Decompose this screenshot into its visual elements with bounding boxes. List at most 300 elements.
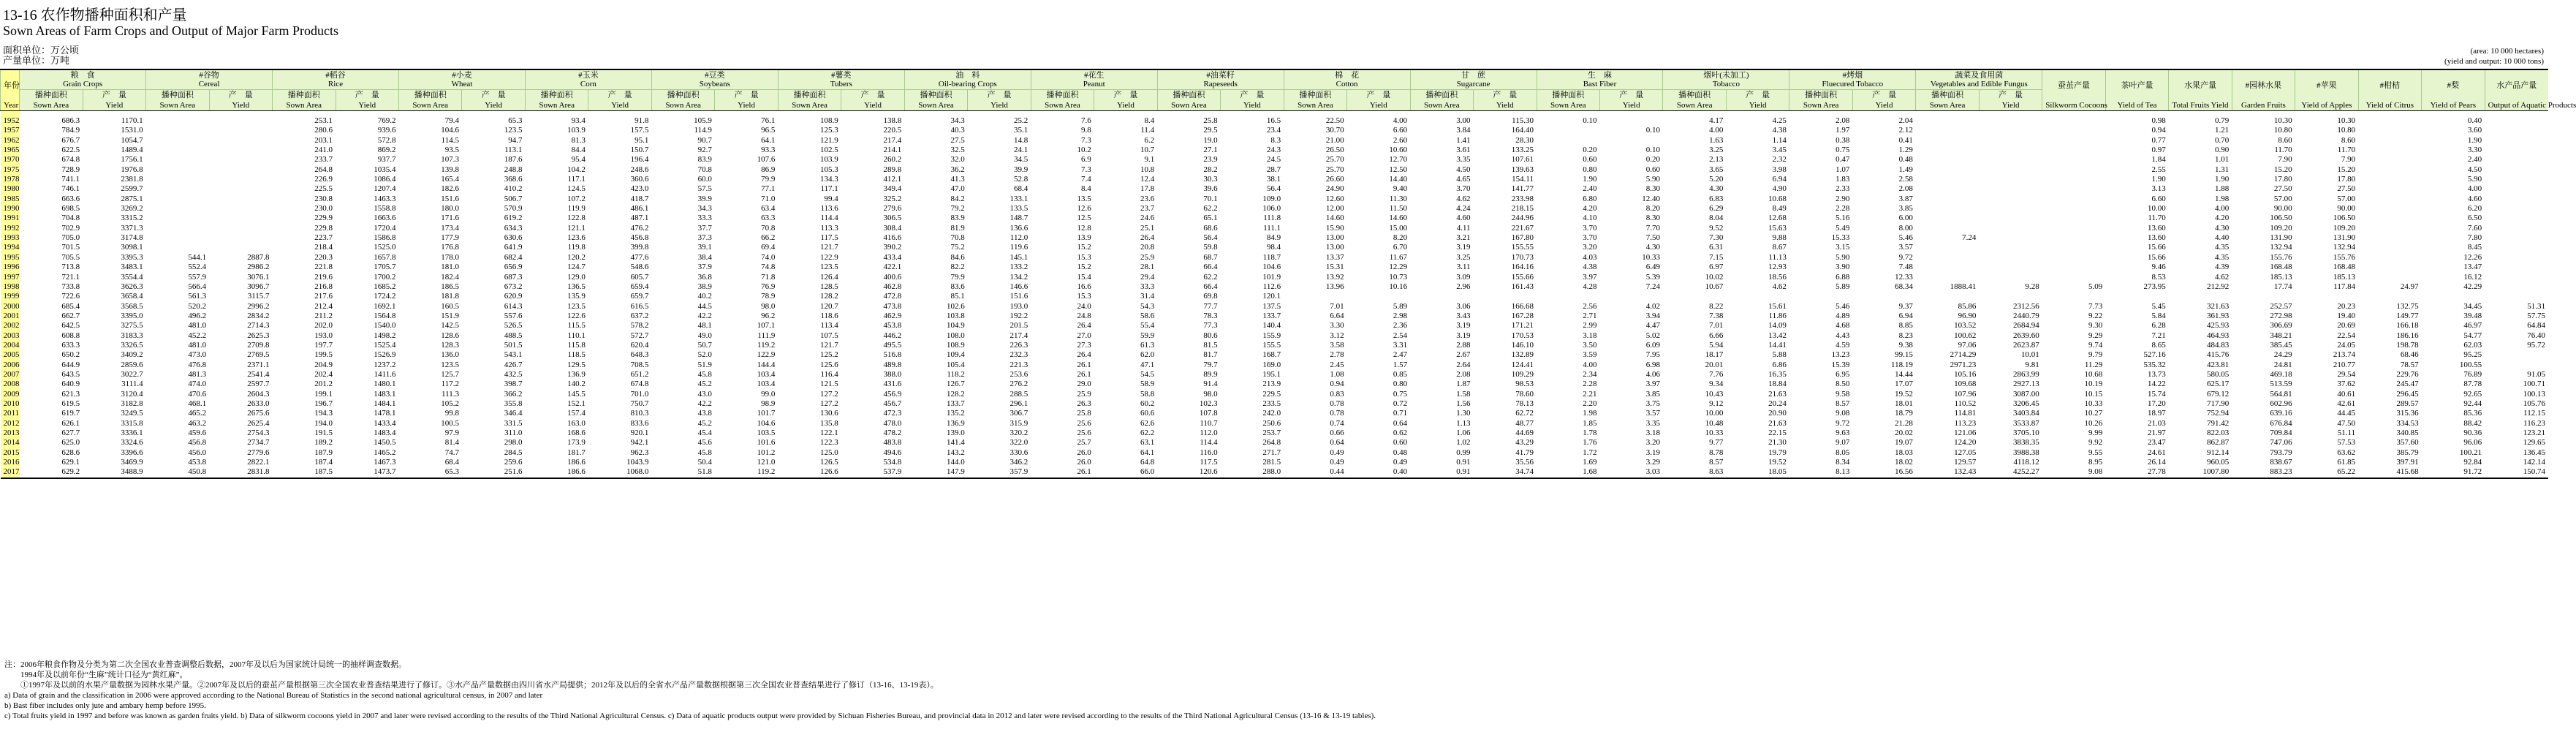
group-name-cn: 棉 花 [1335,71,1360,80]
value-cell [2042,214,2105,223]
value-cell [1347,292,1410,301]
value-cell: 39.1 [697,243,712,252]
value-cell [146,155,209,165]
single-col-header: #柑桔 [2358,69,2421,100]
group-name-cn: 烟叶(未加工) [1703,71,1749,80]
value-cell: 176.8 [441,243,459,252]
value-cell: 221.67 [1511,223,1534,233]
value-cell: 76.40 [2527,331,2545,340]
value-cell: 44.5 [697,301,712,311]
value-cell: 289.57 [2396,399,2419,408]
value-cell: 366.2 [504,389,523,399]
value-cell: 213.9 [1262,380,1281,389]
value-cell: 4.17 [1709,116,1724,125]
value-cell: 3.43 [1456,311,1471,320]
value-cell: 196.7 [314,399,333,408]
value-cell: 0.75 [1836,146,1850,155]
value-cell: 90.7 [697,135,712,145]
value-cell: 8.34 [1836,458,1850,467]
value-cell: 0.60 [1393,438,1408,448]
value-cell: 0.44 [1284,467,1346,478]
value-cell: 4.30 [2214,223,2230,233]
value-cell: 4.35 [2214,252,2230,262]
value-cell: 281.5 [1262,458,1281,467]
value-cell: 36.8 [697,272,712,282]
value-cell: 0.90 [2214,146,2230,155]
value-cell: 253.7 [1262,429,1281,437]
yield-header: 产 量 [1599,90,1662,101]
value-cell: 685.4 [61,301,80,311]
value-cell [2042,165,2105,175]
value-cell: 1207.4 [374,184,396,194]
value-cell: 145.5 [567,389,586,399]
value-cell: 18.05 [1726,467,1789,478]
value-cell: 120.6 [1157,467,1220,478]
group-header [778,69,904,90]
year-cell: 1998 [1,282,20,292]
value-cell: 43.8 [697,409,712,418]
value-cell: 65.3 [398,467,461,478]
value-cell: 129.65 [2523,438,2545,448]
value-cell: 194.3 [314,409,333,418]
value-cell: 102.6 [947,301,965,311]
value-cell: 90.00 [2273,204,2292,214]
value-cell: 121.7 [820,340,838,350]
value-cell: 838.67 [2270,458,2292,467]
value-cell: 3.98 [1772,165,1787,174]
value-cell: 13.37 [1325,252,1344,262]
value-cell: 2.58 [1898,175,1913,184]
value-cell: 14.40 [1389,175,1408,184]
single-col-header-en: Silkworm Cocoons [2042,100,2105,111]
value-cell: 120.1 [1262,292,1281,301]
value-cell: 20.24 [1768,399,1787,408]
value-cell: 77.7 [1203,301,1218,311]
value-cell: 65.1 [1203,214,1218,223]
value-cell: 128.5 [820,282,838,291]
value-cell: 56.4 [1266,184,1281,194]
value-cell: 134.3 [820,175,838,184]
value-cell: 16.6 [1077,282,1091,291]
value-cell: 26.4 [1077,350,1091,360]
value-cell: 12.00 [1325,204,1344,214]
value-cell: 137.5 [1262,301,1281,311]
table-row [1,195,2549,204]
value-cell: 98.4 [1266,243,1281,252]
value-cell: 1450.5 [374,438,396,448]
value-cell: 2927.13 [2013,380,2039,389]
value-cell: 60.2 [1140,399,1155,408]
value-cell [1916,273,1979,282]
value-cell: 2440.79 [2013,311,2039,320]
value-cell: 45.6 [697,438,712,448]
value-cell: 217.4 [1009,331,1028,340]
value-cell: 98.53 [1515,380,1534,389]
value-cell: 1433.4 [374,418,396,428]
value-cell: 170.53 [1511,331,1534,340]
value-cell: 7.01 [1330,301,1344,311]
value-cell: 2.54 [1393,331,1408,340]
value-cell [2485,155,2548,165]
value-cell: 349.4 [883,184,902,194]
value-cell: 1.83 [1836,175,1850,184]
value-cell: 535.32 [2143,360,2166,369]
value-cell: 21.03 [2147,418,2166,428]
value-cell: 534.8 [883,458,902,467]
value-cell: 173.4 [441,223,459,233]
value-cell: 7.01 [1709,321,1724,331]
value-cell: 3324.6 [121,438,143,448]
value-cell: 9.58 [1836,389,1850,399]
value-cell: 146.6 [1009,282,1028,291]
value-cell: 66.0 [1094,467,1157,478]
value-cell: 226.3 [1009,340,1028,350]
value-cell: 128.3 [441,340,459,350]
value-cell [1916,165,1979,175]
value-cell [1916,116,1979,126]
value-cell: 68.34 [1895,282,1913,291]
value-cell: 29.5 [1203,126,1218,135]
value-cell [2042,116,2105,126]
value-cell: 63.3 [761,214,776,223]
value-cell: 92.65 [2463,389,2482,399]
value-cell: 1526.9 [374,350,396,360]
value-cell: 1.78 [1583,429,1597,437]
value-cell: 15.39 [1831,360,1850,369]
value-cell [1599,136,1662,146]
value-cell: 85.86 [1958,301,1977,311]
value-cell: 1756.1 [121,155,143,165]
value-cell: 622.5 [61,146,80,155]
value-cell: 107.61 [1511,155,1534,165]
value-cell: 91.72 [2422,467,2485,478]
value-cell: 193.0 [1009,301,1028,311]
group-name-en: Peanut [1083,80,1105,88]
value-cell: 0.98 [2151,116,2166,125]
value-cell: 20.01 [1705,360,1724,369]
yield-header-en: Yield [1979,100,2042,111]
value-cell: 39.48 [2463,311,2482,320]
value-cell: 2.33 [1836,184,1850,194]
value-cell: 27.5 [950,135,965,145]
value-cell: 473.0 [188,350,207,360]
value-cell: 45.2 [697,418,712,428]
value-cell: 171.21 [1511,321,1534,331]
value-cell: 11.50 [1389,204,1408,214]
group-name-en: Vegetables and Edible Fungus [1930,80,2028,88]
value-cell: 79.4 [444,116,459,125]
value-cell: 883.23 [2232,467,2295,478]
value-cell: 114.4 [820,214,838,223]
value-cell: 2.96 [1456,282,1471,291]
value-cell: 98.0 [761,301,776,311]
value-cell: 7.3 [1080,165,1091,174]
value-cell: 1.21 [2214,126,2230,135]
value-cell: 103.4 [757,380,776,389]
value-cell: 3326.5 [121,340,143,350]
value-cell: 25.1 [1140,223,1155,233]
value-cell: 194.0 [314,418,333,428]
value-cell: 189.2 [314,438,333,448]
value-cell: 24.3 [1266,146,1281,155]
value-cell: 2371.1 [247,360,270,369]
value-cell: 3249.5 [121,409,143,418]
value-cell: 2.36 [1393,321,1408,331]
value-cell: 74.7 [444,448,459,457]
value-cell: 42.2 [697,311,712,320]
value-cell: 2625.4 [247,418,270,428]
value-cell: 4.20 [2214,214,2230,223]
value-cell: 32.5 [950,146,965,155]
value-cell: 89.9 [1203,369,1218,379]
value-cell: 3488.9 [83,467,145,478]
value-cell: 7.95 [1645,350,1660,360]
value-cell: 1692.1 [374,301,396,311]
value-cell: 81.5 [1203,340,1218,350]
value-cell [1410,292,1473,301]
value-cell: 10.48 [1705,418,1724,428]
value-cell: 7.60 [2467,223,2482,233]
value-cell: 673.2 [504,282,523,291]
value-cell: 18.56 [1768,272,1787,282]
year-cell: 2004 [1,341,20,350]
table-row [1,224,2549,233]
value-cell: 4.60 [2467,194,2482,203]
value-cell: 51.11 [2337,429,2356,437]
value-cell: 136.0 [441,350,459,360]
value-cell: 82.2 [950,263,965,272]
value-cell: 10.33 [1705,429,1724,437]
value-cell: 93.5 [444,146,459,155]
value-cell: 79.9 [761,175,776,184]
value-cell: 9.46 [2151,263,2166,272]
value-cell: 117.1 [567,175,586,184]
value-cell: 21.28 [1895,418,1913,428]
value-cell: 36.2 [950,165,965,174]
value-cell: 187.5 [273,467,336,478]
value-cell: 620.9 [504,292,523,301]
value-cell: 651.2 [630,369,649,379]
value-cell: 3275.5 [121,321,143,331]
value-cell: 38.9 [697,282,712,291]
value-cell: 496.2 [188,311,207,320]
value-cell: 13.60 [2147,223,2166,233]
value-cell: 1.90 [1583,175,1597,184]
value-cell: 135.2 [947,409,965,418]
value-cell: 15.66 [2147,252,2166,262]
value-cell: 123.5 [567,301,586,311]
value-cell [2042,175,2105,184]
value-cell: 1483.4 [374,429,396,437]
yield-header-en: Yield [1094,100,1157,111]
yield-header-en: Yield [1726,100,1789,111]
year-cell: 2000 [1,302,20,312]
value-cell: 14.60 [1389,214,1408,223]
value-cell: 15.2 [1077,243,1091,252]
value-cell: 61.85 [2337,458,2356,467]
value-cell: 8.05 [1836,448,1850,457]
value-cell: 14.22 [2147,380,2166,389]
value-cell: 9.12 [1709,399,1724,408]
value-cell: 11.13 [1768,252,1787,262]
value-cell: 116.4 [820,369,838,379]
value-cell: 111.3 [442,389,459,399]
value-cell: 548.6 [630,263,649,272]
value-cell [2358,165,2421,175]
value-cell: 3988.38 [2013,448,2039,457]
value-cell: 9.29 [2088,331,2103,340]
value-cell [2358,116,2421,126]
value-cell: 23.7 [1140,204,1155,214]
value-cell: 83.9 [697,155,712,165]
year-cell: 1980 [1,184,20,194]
value-cell: 8.60 [2278,135,2292,145]
value-cell: 54.5 [1140,369,1155,379]
value-cell [1979,195,2042,204]
value-cell: 49.0 [697,331,712,340]
value-cell: 3483.1 [121,263,143,272]
yield-header-en: Yield [841,100,904,111]
value-cell: 62.72 [1515,409,1534,418]
value-cell: 15.4 [1077,272,1091,282]
value-cell: 3183.3 [121,331,143,340]
value-cell: 705.5 [61,252,80,262]
value-cell: 10.16 [1389,282,1408,291]
value-cell: 557.9 [188,272,207,282]
value-cell [146,136,209,146]
value-cell: 26.14 [2147,458,2166,467]
value-cell: 98.9 [761,399,776,408]
value-cell: 78.57 [2400,360,2419,369]
value-cell: 4.38 [1583,263,1597,272]
year-cell: 1995 [1,253,20,263]
value-cell: 8.67 [1772,243,1787,252]
value-cell: 679.12 [2206,389,2230,399]
value-cell: 9.77 [1709,438,1724,448]
value-cell: 311.0 [504,429,523,437]
value-cell [2042,146,2105,155]
value-cell: 122.6 [567,311,586,320]
value-cell [1916,155,1979,165]
value-cell: 25.70 [1325,165,1344,174]
value-cell: 398.7 [504,380,523,389]
value-cell: 6.94 [1772,175,1787,184]
year-cell: 2016 [1,458,20,467]
value-cell: 2.40 [2467,155,2482,165]
table-row [1,243,2549,252]
value-cell: 619.7 [61,409,80,418]
value-cell: 656.9 [504,263,523,272]
value-cell: 103.52 [1954,321,1977,331]
value-cell: 26.0 [1077,448,1091,457]
value-cell: 96.06 [2463,438,2482,448]
value-cell: 4.35 [2214,243,2230,252]
value-cell: 0.83 [1330,389,1344,399]
value-cell: 10.26 [2084,418,2103,428]
value-cell: 125.7 [441,369,459,379]
value-cell: 26.3 [1077,399,1091,408]
value-cell [1979,116,2042,126]
value-cell: 3.70 [1583,233,1597,243]
value-cell: 39.9 [697,194,712,203]
value-cell: 260.2 [883,155,902,165]
year-cell: 2008 [1,380,20,389]
value-cell: 76.9 [761,282,776,291]
value-cell [2358,155,2421,165]
value-cell: 630.6 [504,233,523,243]
value-cell: 220.5 [883,126,902,135]
value-cell: 0.48 [1393,448,1408,457]
value-cell: 135.9 [567,292,586,301]
value-cell: 3.12 [1330,331,1344,340]
sown-area-header-en: Sown Area [1789,100,1852,111]
value-cell: 1.88 [2214,184,2230,194]
year-cell: 1992 [1,224,20,233]
value-cell: 81.9 [950,223,965,233]
value-cell: 37.62 [2337,380,2356,389]
value-cell: 705.0 [61,233,80,243]
value-cell: 0.48 [1898,155,1913,165]
value-cell: 1068.0 [588,467,651,478]
value-cell: 423.0 [630,184,649,194]
table-row [1,419,2549,429]
value-cell [1979,233,2042,243]
yield-header: 产 量 [841,90,904,101]
value-cell: 1484.1 [374,399,396,408]
value-cell [2169,292,2232,301]
value-cell: 641.9 [504,243,523,252]
value-cell [1474,292,1537,301]
value-cell: 1.63 [1709,135,1724,145]
table-row [1,184,2549,194]
value-cell: 182.4 [441,272,459,282]
value-cell: 7.73 [2088,301,2103,311]
value-cell: 62.03 [2463,340,2482,350]
single-col-header: #梨 [2422,69,2485,100]
value-cell: 10.68 [1768,194,1787,203]
value-cell: 221.8 [314,263,333,272]
value-cell: 11.70 [2274,146,2292,155]
value-cell: 166.68 [1511,301,1534,311]
value-cell: 204.9 [314,360,333,369]
value-cell: 0.99 [1456,448,1471,457]
value-cell: 132.89 [1511,350,1534,360]
group-name-cn: #烤烟 [1842,71,1863,80]
value-cell: 214.1 [883,146,902,155]
value-cell: 18.79 [1895,409,1913,418]
value-cell: 473.8 [883,301,902,311]
value-cell: 152.1 [567,399,586,408]
value-cell: 123.6 [567,233,586,243]
yield-header: 产 量 [1094,90,1157,101]
value-cell [1979,263,2042,272]
value-cell: 644.9 [61,360,80,369]
value-cell: 117.1 [820,184,838,194]
value-cell: 733.8 [61,282,80,291]
value-cell: 2381.8 [121,175,143,184]
value-cell: 218.15 [1511,204,1534,214]
value-cell: 51.31 [2527,301,2545,311]
value-cell: 10.30 [2273,116,2292,125]
value-cell: 91.8 [634,116,649,125]
year-cell: 1978 [1,175,20,184]
year-cell: 2017 [1,467,20,478]
value-cell: 13.47 [2463,263,2482,272]
value-cell: 2779.6 [247,448,270,457]
value-cell: 40.2 [697,292,712,301]
value-cell: 346.4 [504,409,523,418]
value-cell: 35.1 [1013,126,1028,135]
